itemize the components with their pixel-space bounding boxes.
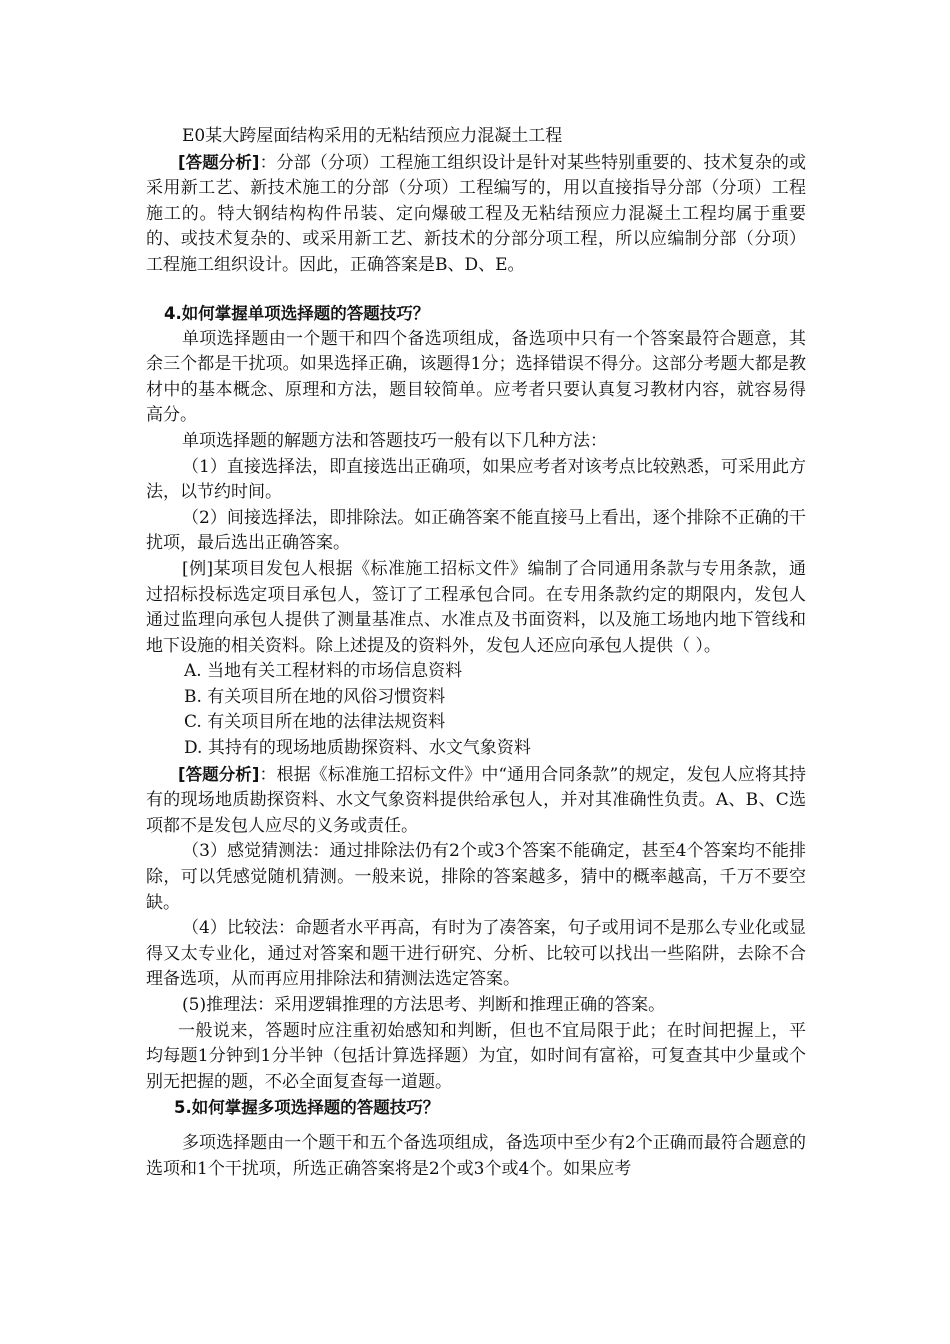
spacer (146, 279, 806, 301)
analysis-text: ：分部（分项）工程施工组织设计是针对某些特别重要的、技术复杂的或采用新工艺、新技术施工的分部（分项）工程编写的，用以直接指导分部（分项）工程施工的。特大钢结构构件吊装、定向爆破工程及无粘结预应力混凝土工程均属于重要的、或技术复杂的、或采用新工艺、新技术的分部分项工程，所以应编制分部（分项）工程施工组织设计。因此，正确答案是B、D、E。 (146, 152, 806, 275)
section-4-para-2: 单项选择题的解题方法和答题技巧一般有以下几种方法： (182, 430, 607, 451)
method-3: （3）感觉猜测法：通过排除法仍有2个或3个答案不能确定，甚至4个答案均不能排除，可以凭感觉随机猜测。一般来说，排除的答案越多，猜中的概率越高，千万不要空缺。 (146, 841, 806, 913)
option-e: E0某大跨屋面结构采用的无粘结预应力混凝土工程 (182, 126, 563, 146)
method-1: （1）直接选择法，即直接选出正确项，如果应考者对该考点比较熟悉，可采用此方法，以节约时间。 (146, 456, 806, 503)
analysis-label: [答题分析] (178, 152, 260, 172)
example-question: [例]某项目发包人根据《标准施工招标文件》编制了合同通用条款与专用条款，通过招标投标选定项目承包人，签订了工程承包合同。在专用条款约定的期限内，发包人通过监理向承包人提供了测量基准点、水准点及书面资料，以及施工场地内地下管线和地下设施的相关资料。除上述提及的资料外，发包人还应向承包人提供（ ）。 (146, 558, 806, 656)
analysis-text: ：根据《标准施工招标文件》中“通用合同条款”的规定，发包人应将其持有的现场地质勘探资料、水文气象资料提供给承包人，并对其准确性负责。A、B、C选项都不是发包人应尽的义务或责任。 (146, 764, 806, 836)
summary-paragraph: 一般说来，答题时应注重初始感知和判断，但也不宜局限于此；在时间把握上，平均每题1分钟到1分半钟（包括计算选择题）为宜，如时间有富裕，可复查其中少量或个别无把握的题，不必全面复查每一道题。 (146, 1020, 806, 1092)
section-4-para-1: 单项选择题由一个题干和四个备选项组成，备选项中只有一个答案最符合题意，其余三个都是干扰项。如果选择正确，该题得1分；选择错误不得分。这部分考题大都是教材中的基本概念、原理和方法，题目较简单。应考者只要认真复习教材内容，就容易得高分。 (146, 328, 806, 426)
example-option-b: B. 有关项目所在地的风俗习惯资料 (184, 686, 446, 707)
section-5-para-1: 多项选择题由一个题干和五个备选项组成，备选项中至少有2个正确而最符合题意的选项和1个干扰项，所选正确答案将是2个或3个或4个。如果应考 (146, 1133, 806, 1179)
section-5-heading: 5.如何掌握多项选择题的答题技巧？ (174, 1098, 440, 1118)
method-4: （4）比较法：命题者水平再高，有时为了凑答案，句子或用词不是那么专业化或显得又太专业化，通过对答案和题干进行研究、分析、比较可以找出一些陷阱，去除不合理备选项，从而再应用排除法和猜测法选定答案。 (146, 918, 806, 990)
method-5: (5)推理法：采用逻辑推理的方法思考、判断和推理正确的答案。 (182, 995, 666, 1015)
method-2: （2）间接选择法，即排除法。如正确答案不能直接马上看出，逐个排除不正确的干扰项，最后选出正确答案。 (146, 507, 806, 554)
example-option-c: C. 有关项目所在地的法律法规资料 (184, 712, 446, 733)
analysis-paragraph-2 (146, 762, 806, 840)
example-option-d: D. 其持有的现场地质勘探资料、水文气象资料 (184, 738, 531, 759)
analysis-label: [答题分析] (178, 764, 260, 784)
analysis-paragraph-1 (146, 150, 806, 279)
example-option-a: A. 当地有关工程材料的市场信息资料 (184, 661, 463, 682)
section-4-heading: 4.如何掌握单项选择题的答题技巧？ (164, 303, 430, 323)
document-page (146, 124, 806, 1183)
spacer (146, 1121, 806, 1131)
